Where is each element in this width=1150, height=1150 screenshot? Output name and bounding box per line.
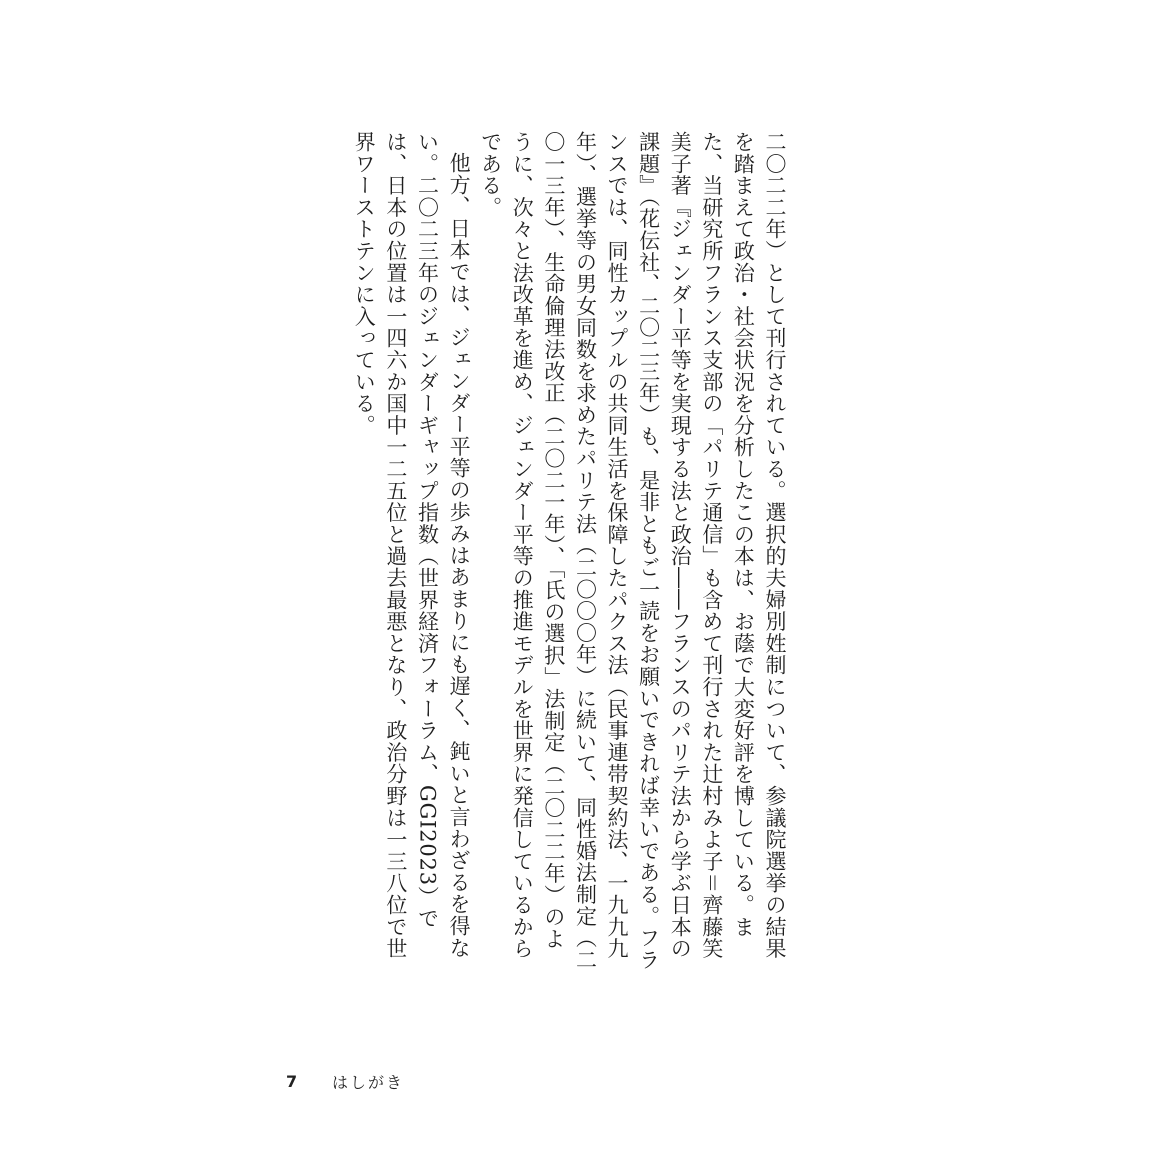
running-head: はしがき [332, 1073, 405, 1092]
paragraph-2: 他方、日本では、ジェンダー平等の歩みはあまりにも遅く、鈍いと言わざるを得ない。二〇二三年のジェンダーギャップ指数（世界経済フォーラム、GGI2023）では、日本の位置は一四六か国中一二五位と過去最悪となり、政治分野は一三八位で世界ワーストテンに入っている。 [352, 131, 472, 960]
page-number: 7 [286, 1072, 298, 1091]
page-footer [286, 1070, 404, 1093]
vertical-body-text [348, 131, 790, 971]
paragraph-1: 二〇二二年）として刊行されている。選択的夫婦別姓制について、参議院選挙の結果を踏まえて政治・社会状況を分析したこの本は、お蔭で大変好評を博している。また、当研究所フランス支部の「パリテ通信」も含めて刊行された辻村みよ子＝齊藤笑美子著『ジェンダー平等を実現する法と政治――フランスのパリテ法から学ぶ日本の課題』（花伝社、二〇二三年）も、是非ともご一読をお願いできれば幸いである。フランスでは、同性カップルの共同生活を保障したパクス法（民事連帯契約法、一九九九年）、選挙等の男女同数を求めたパリテ法（二〇〇〇年）に続いて、同性婚法制定（二〇一三年）、生命倫理法改正（二〇二一年）、「氏の選択」法制定（二〇二二年）のように、次々と法改革を進め、ジェンダー平等の推進モデルを世界に発信しているからである。 [478, 131, 787, 971]
